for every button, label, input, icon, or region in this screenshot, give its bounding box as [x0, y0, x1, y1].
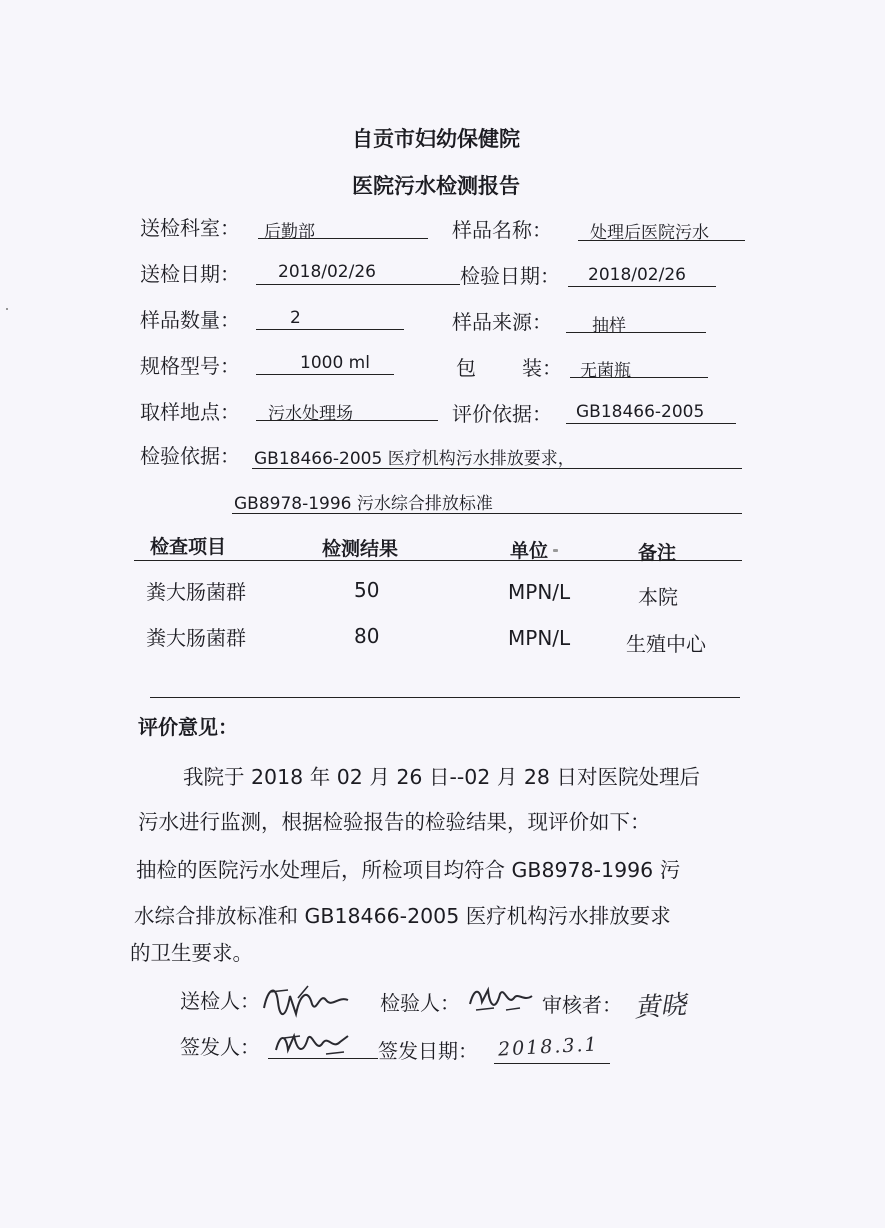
institution-title: 自贡市妇幼保健院 — [352, 126, 520, 151]
location-value: 污水处理场 — [268, 404, 353, 424]
evaluation-line-3: 抽检的医院污水处理后，所检项目均符合 GB8978-1996 污 — [136, 858, 681, 882]
row1-result: 50 — [354, 578, 380, 602]
quantity-value: 2 — [290, 308, 301, 328]
reviewer-signature: 黄晓 — [633, 990, 688, 1024]
package-underline — [570, 377, 708, 378]
test-date-underline — [568, 286, 716, 287]
evaluation-line-5: 的卫生要求。 — [130, 941, 253, 965]
test-date-label: 检验日期： — [460, 264, 560, 288]
submit-date-underline — [256, 284, 460, 285]
dept-underline — [258, 238, 428, 239]
issuer-underline — [268, 1058, 378, 1059]
source-value: 抽样 — [592, 316, 626, 336]
quantity-label: 样品数量： — [140, 308, 240, 332]
issue-date-underline — [494, 1063, 610, 1064]
report-title: 医院污水检测报告 — [352, 173, 520, 198]
sample-name-value: 处理后医院污水 — [590, 223, 709, 243]
evaluation-line-2: 污水进行监测，根据检验报告的检验结果，现评价如下： — [138, 810, 651, 834]
inspector-label: 检验人： — [380, 991, 460, 1015]
evaluation-line-4: 水综合排放标准和 GB18466-2005 医疗机构污水排放要求 — [134, 904, 671, 928]
eval-basis-value: GB18466-2005 — [576, 402, 705, 422]
test-basis-line-1: GB18466-2005 医疗机构污水排放要求， — [254, 449, 575, 469]
inspector-signature — [466, 980, 536, 1020]
sample-name-underline — [578, 240, 745, 241]
evaluation-line-1: 我院于 2018 年 02 月 26 日--02 月 28 日对医院处理后 — [183, 765, 700, 789]
package-label-a: 包 — [456, 356, 476, 380]
source-label: 样品来源： — [452, 310, 552, 334]
reviewer-label: 审核者： — [542, 993, 622, 1017]
spec-value: 1000 ml — [300, 353, 370, 373]
eval-basis-label: 评价依据： — [452, 402, 552, 426]
table-bottom-rule — [150, 697, 740, 698]
submitter-label: 送检人： — [180, 989, 260, 1013]
row2-unit: MPN/L — [508, 626, 571, 650]
test-basis-underline-2 — [232, 513, 742, 514]
test-basis-line-2: GB8978-1996 污水综合排放标准 — [234, 494, 493, 514]
row1-item: 粪大肠菌群 — [146, 580, 246, 604]
submit-date-value: 2018/02/26 — [278, 262, 376, 282]
test-basis-label: 检验依据： — [140, 444, 240, 468]
issuer-label: 签发人： — [180, 1035, 260, 1059]
sample-name-label: 样品名称： — [452, 218, 552, 242]
submitter-signature — [258, 978, 354, 1024]
col-header-unit: 单位 — [510, 540, 549, 562]
issue-date-signature: 2018.3.1 — [497, 1033, 600, 1061]
location-label: 取样地点： — [140, 400, 240, 424]
col-header-item: 检查项目 — [150, 536, 227, 558]
submit-date-label: 送检日期： — [140, 262, 240, 286]
table-header-rule — [134, 560, 742, 561]
col-header-result: 检测结果 — [322, 538, 399, 560]
test-date-value: 2018/02/26 — [588, 265, 686, 285]
spec-label: 规格型号： — [140, 354, 240, 378]
dept-value: 后勤部 — [264, 222, 315, 242]
row2-result: 80 — [354, 624, 380, 648]
col-header-remark: 备注 — [638, 542, 677, 564]
eval-basis-underline — [566, 423, 736, 424]
row2-remark: 生殖中心 — [626, 632, 706, 656]
package-value: 无菌瓶 — [580, 361, 631, 381]
quantity-underline — [256, 329, 404, 330]
row1-unit: MPN/L — [508, 580, 571, 604]
dept-label: 送检科室： — [140, 216, 240, 240]
issue-date-label: 签发日期： — [378, 1039, 478, 1063]
scan-speck — [6, 308, 8, 310]
row2-item: 粪大肠菌群 — [146, 626, 246, 650]
row1-remark: 本院 — [638, 585, 678, 609]
scan-speck — [553, 549, 558, 552]
package-label-b: 装： — [522, 356, 562, 380]
test-basis-underline-1 — [252, 468, 742, 469]
location-underline — [256, 420, 438, 421]
source-underline — [566, 332, 706, 333]
spec-underline — [256, 374, 394, 375]
evaluation-heading: 评价意见： — [138, 715, 238, 739]
